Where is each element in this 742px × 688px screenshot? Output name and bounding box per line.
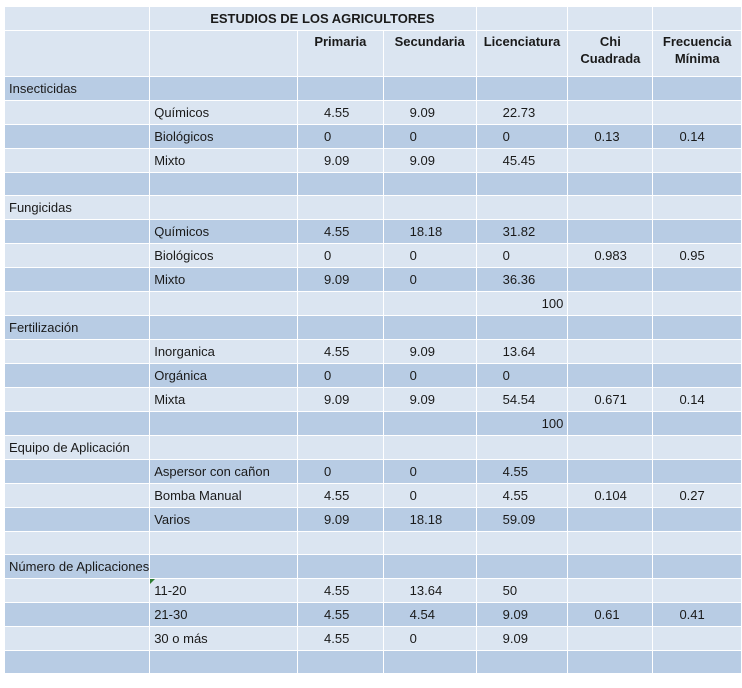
value-primaria: 9.09 <box>298 149 384 173</box>
row-label: Químicos <box>150 220 298 244</box>
value-licenciatura: 0 <box>476 244 568 268</box>
value-chi-cuadrada <box>568 340 653 364</box>
empty-cell <box>383 412 476 436</box>
value-secundaria: 9.09 <box>383 101 476 125</box>
value-licenciatura: 45.45 <box>476 149 568 173</box>
value-licenciatura: 54.54 <box>476 388 568 412</box>
empty-cell <box>653 412 742 436</box>
table-row <box>5 125 742 149</box>
value-licenciatura: 0 <box>476 364 568 388</box>
empty-cell <box>5 579 150 603</box>
comment-indicator-icon <box>150 579 155 584</box>
value-primaria: 0 <box>298 364 384 388</box>
empty-cell <box>476 196 568 220</box>
empty-cell <box>568 436 653 460</box>
empty-cell <box>298 412 384 436</box>
total-value: 100 <box>476 412 568 436</box>
value-secundaria: 0 <box>383 125 476 149</box>
empty-cell <box>298 436 384 460</box>
empty-cell <box>383 292 476 316</box>
empty-cell <box>5 149 150 173</box>
empty-cell <box>5 292 150 316</box>
empty-cell <box>568 412 653 436</box>
empty-cell <box>568 555 653 579</box>
value-chi-cuadrada <box>568 460 653 484</box>
value-chi-cuadrada <box>568 579 653 603</box>
empty-cell <box>476 555 568 579</box>
empty-cell <box>150 316 298 340</box>
empty-cell <box>476 436 568 460</box>
section-row <box>5 77 742 101</box>
blank-row <box>5 532 742 555</box>
value-primaria: 0 <box>298 460 384 484</box>
row-label: Bomba Manual <box>150 484 298 508</box>
col-header-secundaria: Secundaria <box>383 31 476 77</box>
table-row <box>5 627 742 651</box>
row-label: Químicos <box>150 101 298 125</box>
empty-cell <box>476 173 568 196</box>
row-label: Biológicos <box>150 125 298 149</box>
value-licenciatura: 50 <box>476 579 568 603</box>
empty-cell <box>383 316 476 340</box>
value-secundaria: 0 <box>383 244 476 268</box>
value-frecuencia-minima <box>653 508 742 532</box>
value-chi-cuadrada: 0.104 <box>568 484 653 508</box>
value-chi-cuadrada <box>568 220 653 244</box>
value-primaria: 4.55 <box>298 627 384 651</box>
value-licenciatura: 13.64 <box>476 340 568 364</box>
value-secundaria: 0 <box>383 627 476 651</box>
table-row <box>5 388 742 412</box>
table-row <box>5 364 742 388</box>
empty-cell <box>383 77 476 101</box>
empty-cell <box>150 436 298 460</box>
empty-cell <box>150 532 298 555</box>
empty-cell <box>568 292 653 316</box>
empty-cell <box>568 651 653 674</box>
empty-cell <box>5 268 150 292</box>
value-primaria: 4.55 <box>298 603 384 627</box>
value-frecuencia-minima <box>653 364 742 388</box>
section-label: Insecticidas <box>5 77 150 101</box>
value-frecuencia-minima <box>653 101 742 125</box>
agricultores-table <box>4 6 742 674</box>
col-header-chi-cuadrada: Chi Cuadrada <box>568 31 653 77</box>
section-row <box>5 316 742 340</box>
empty-cell <box>5 244 150 268</box>
table-row <box>5 244 742 268</box>
empty-cell <box>653 77 742 101</box>
blank-row <box>5 651 742 674</box>
total-value: 100 <box>476 292 568 316</box>
empty-cell <box>298 77 384 101</box>
empty-cell <box>568 173 653 196</box>
section-row <box>5 196 742 220</box>
empty-cell <box>568 196 653 220</box>
empty-cell <box>298 316 384 340</box>
value-chi-cuadrada: 0.983 <box>568 244 653 268</box>
value-secundaria: 0 <box>383 364 476 388</box>
table-row <box>5 340 742 364</box>
empty-cell <box>568 532 653 555</box>
header-row <box>5 31 742 77</box>
empty-cell <box>5 101 150 125</box>
value-chi-cuadrada <box>568 364 653 388</box>
value-secundaria: 13.64 <box>383 579 476 603</box>
row-label: Mixto <box>150 268 298 292</box>
row-label: Orgánica <box>150 364 298 388</box>
table-row <box>5 508 742 532</box>
value-frecuencia-minima: 0.95 <box>653 244 742 268</box>
empty-cell <box>298 196 384 220</box>
empty-cell <box>5 532 150 555</box>
empty-cell <box>383 173 476 196</box>
value-licenciatura: 36.36 <box>476 268 568 292</box>
value-frecuencia-minima <box>653 579 742 603</box>
section-label: Fungicidas <box>5 196 150 220</box>
value-primaria: 4.55 <box>298 220 384 244</box>
value-secundaria: 0 <box>383 460 476 484</box>
empty-cell <box>653 436 742 460</box>
value-frecuencia-minima: 0.14 <box>653 125 742 149</box>
row-label: Biológicos <box>150 244 298 268</box>
value-primaria: 9.09 <box>298 268 384 292</box>
empty-cell <box>5 603 150 627</box>
empty-cell <box>150 292 298 316</box>
value-secundaria: 9.09 <box>383 149 476 173</box>
section-row <box>5 555 742 579</box>
value-frecuencia-minima: 0.14 <box>653 388 742 412</box>
empty-cell <box>5 412 150 436</box>
table-row <box>5 484 742 508</box>
empty-cell <box>568 77 653 101</box>
value-licenciatura: 9.09 <box>476 627 568 651</box>
value-chi-cuadrada: 0.61 <box>568 603 653 627</box>
empty-cell <box>476 532 568 555</box>
value-secundaria: 9.09 <box>383 388 476 412</box>
value-secundaria: 9.09 <box>383 340 476 364</box>
total-row <box>5 412 742 436</box>
empty-cell <box>5 340 150 364</box>
value-primaria: 9.09 <box>298 508 384 532</box>
value-frecuencia-minima <box>653 340 742 364</box>
value-frecuencia-minima: 0.41 <box>653 603 742 627</box>
table-row <box>5 603 742 627</box>
value-licenciatura: 0 <box>476 125 568 149</box>
value-licenciatura: 4.55 <box>476 460 568 484</box>
empty-cell <box>568 316 653 340</box>
empty-cell <box>5 460 150 484</box>
section-label: Fertilización <box>5 316 150 340</box>
empty-cell <box>383 651 476 674</box>
section-row <box>5 436 742 460</box>
value-primaria: 9.09 <box>298 388 384 412</box>
empty-cell <box>5 651 150 674</box>
value-frecuencia-minima <box>653 627 742 651</box>
empty-cell <box>653 173 742 196</box>
row-label: 21-30 <box>150 603 298 627</box>
empty-cell <box>150 196 298 220</box>
row-label: 11-20 <box>150 579 298 603</box>
value-primaria: 4.55 <box>298 579 384 603</box>
empty-cell <box>476 651 568 674</box>
empty-cell <box>653 292 742 316</box>
table-row <box>5 149 742 173</box>
empty-cell <box>5 125 150 149</box>
empty-cell <box>5 508 150 532</box>
empty-cell <box>383 532 476 555</box>
empty-cell <box>653 555 742 579</box>
empty-cell <box>5 220 150 244</box>
empty-cell <box>5 388 150 412</box>
value-chi-cuadrada <box>568 627 653 651</box>
empty-cell <box>653 196 742 220</box>
table-title: ESTUDIOS DE LOS AGRICULTORES <box>150 7 476 31</box>
row-label: Aspersor con cañon <box>150 460 298 484</box>
col-header-licenciatura: Licenciatura <box>476 31 568 77</box>
empty-cell <box>298 173 384 196</box>
table-row <box>5 460 742 484</box>
value-secundaria: 18.18 <box>383 220 476 244</box>
empty-cell <box>383 196 476 220</box>
value-licenciatura: 31.82 <box>476 220 568 244</box>
empty-cell <box>298 292 384 316</box>
empty-cell <box>653 651 742 674</box>
value-primaria: 4.55 <box>298 340 384 364</box>
empty-cell <box>150 173 298 196</box>
value-chi-cuadrada: 0.13 <box>568 125 653 149</box>
value-secundaria: 18.18 <box>383 508 476 532</box>
row-label: 30 o más <box>150 627 298 651</box>
value-chi-cuadrada <box>568 101 653 125</box>
total-row <box>5 292 742 316</box>
value-licenciatura: 4.55 <box>476 484 568 508</box>
value-licenciatura: 59.09 <box>476 508 568 532</box>
empty-cell <box>5 627 150 651</box>
row-label: Mixto <box>150 149 298 173</box>
value-chi-cuadrada <box>568 508 653 532</box>
blank-row <box>5 173 742 196</box>
col-header-frecuencia-minima: Frecuencia Mínima <box>653 31 742 77</box>
empty-cell <box>5 173 150 196</box>
title-row <box>5 7 742 31</box>
table-row <box>5 220 742 244</box>
value-licenciatura: 22.73 <box>476 101 568 125</box>
empty-cell <box>476 77 568 101</box>
empty-cell <box>298 651 384 674</box>
value-frecuencia-minima <box>653 268 742 292</box>
empty-cell <box>150 651 298 674</box>
empty-cell <box>476 316 568 340</box>
value-secundaria: 0 <box>383 268 476 292</box>
empty-cell <box>653 316 742 340</box>
value-secundaria: 4.54 <box>383 603 476 627</box>
table-row <box>5 268 742 292</box>
row-label: Mixta <box>150 388 298 412</box>
value-chi-cuadrada <box>568 149 653 173</box>
value-frecuencia-minima <box>653 149 742 173</box>
value-chi-cuadrada <box>568 268 653 292</box>
value-frecuencia-minima <box>653 460 742 484</box>
empty-cell <box>298 532 384 555</box>
row-label: Varios <box>150 508 298 532</box>
col-header-primaria: Primaria <box>298 31 384 77</box>
value-primaria: 4.55 <box>298 101 384 125</box>
table-row <box>5 579 742 603</box>
empty-cell <box>150 412 298 436</box>
value-frecuencia-minima <box>653 220 742 244</box>
row-label: Inorganica <box>150 340 298 364</box>
value-frecuencia-minima: 0.27 <box>653 484 742 508</box>
value-primaria: 4.55 <box>298 484 384 508</box>
empty-cell <box>5 484 150 508</box>
empty-cell <box>653 532 742 555</box>
empty-cell <box>298 555 384 579</box>
value-primaria: 0 <box>298 125 384 149</box>
empty-cell <box>150 555 298 579</box>
empty-cell <box>383 436 476 460</box>
section-label: Equipo de Aplicación <box>5 436 150 460</box>
value-licenciatura: 9.09 <box>476 603 568 627</box>
empty-cell <box>383 555 476 579</box>
value-primaria: 0 <box>298 244 384 268</box>
empty-cell <box>5 364 150 388</box>
value-chi-cuadrada: 0.671 <box>568 388 653 412</box>
table-row <box>5 101 742 125</box>
section-label: Número de Aplicaciones <box>5 555 150 579</box>
value-secundaria: 0 <box>383 484 476 508</box>
empty-cell <box>150 77 298 101</box>
